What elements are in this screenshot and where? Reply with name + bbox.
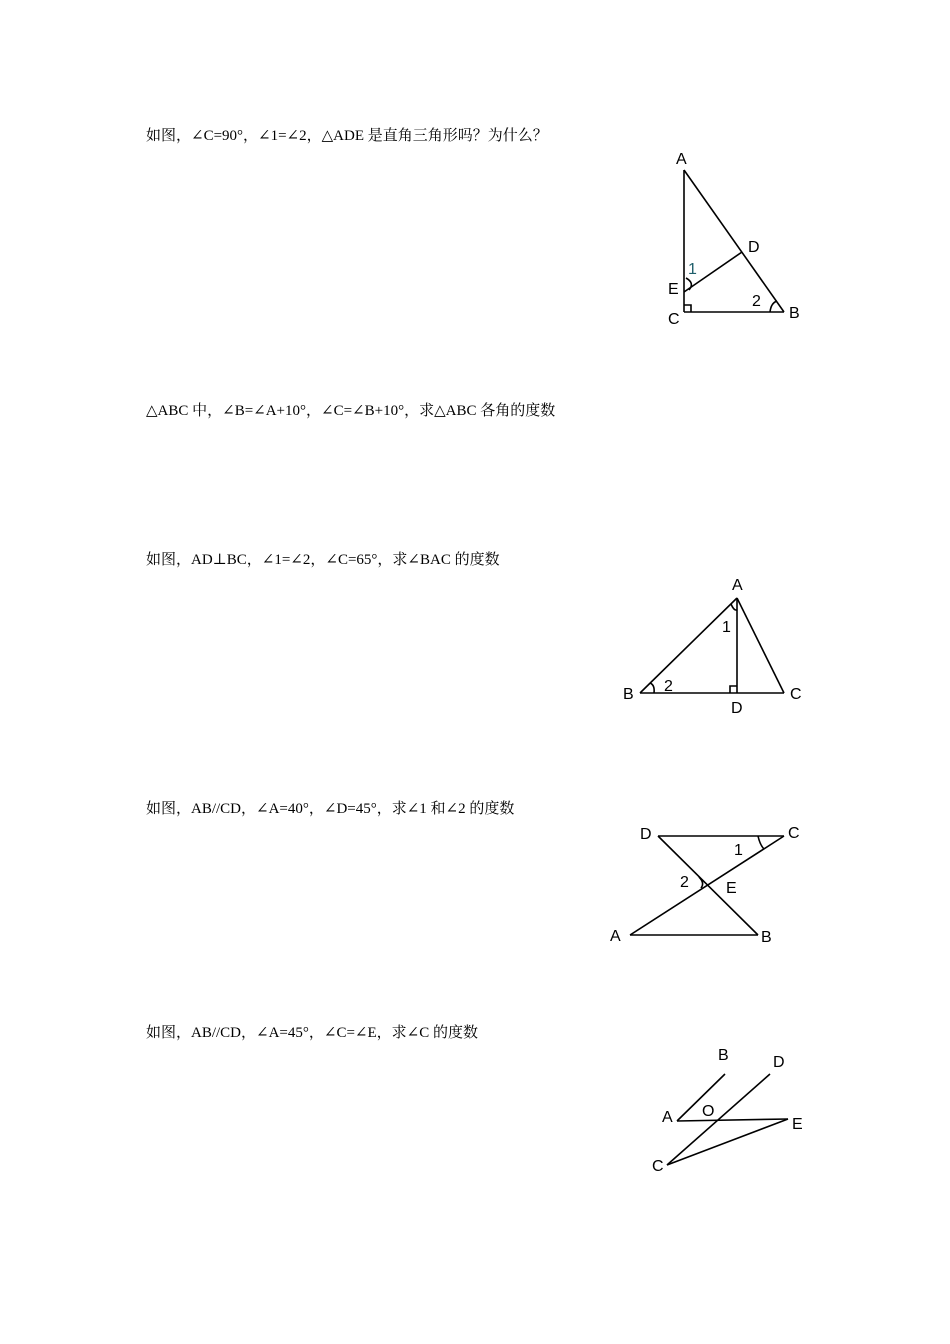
figure-4-parallel-lines bbox=[605, 815, 810, 950]
label-E: E bbox=[668, 281, 679, 298]
problem-1-text: 如图，∠C=90°，∠1=∠2，△ADE 是直角三角形吗？为什么？ bbox=[146, 128, 548, 144]
label-O: O bbox=[702, 1103, 715, 1120]
problem-3-text: 如图，AD⊥BC，∠1=∠2，∠C=65°，求∠BAC 的度数 bbox=[146, 552, 500, 568]
label-E: E bbox=[726, 880, 737, 897]
label-A: A bbox=[676, 151, 687, 168]
problem-5-text: 如图，AB//CD，∠A=45°，∠C=∠E，求∠C 的度数 bbox=[146, 1025, 478, 1041]
figure-3-triangle-altitude bbox=[615, 570, 810, 720]
label-angle-2: 2 bbox=[752, 293, 761, 310]
label-A: A bbox=[662, 1109, 673, 1126]
label-C: C bbox=[668, 311, 680, 328]
label-angle-1: 1 bbox=[688, 261, 697, 278]
label-C: C bbox=[652, 1158, 664, 1175]
label-C: C bbox=[788, 825, 800, 842]
label-B: B bbox=[761, 929, 772, 946]
label-angle-2: 2 bbox=[664, 678, 673, 695]
label-B: B bbox=[623, 686, 634, 703]
label-A: A bbox=[732, 577, 743, 594]
label-D: D bbox=[748, 239, 760, 256]
label-D: D bbox=[731, 700, 743, 717]
label-E: E bbox=[792, 1116, 803, 1133]
label-A: A bbox=[610, 928, 621, 945]
label-B: B bbox=[789, 305, 800, 322]
problem-2-text: △ABC 中，∠B=∠A+10°，∠C=∠B+10°，求△ABC 各角的度数 bbox=[146, 403, 556, 419]
label-D: D bbox=[773, 1054, 785, 1071]
label-B: B bbox=[718, 1047, 729, 1064]
label-angle-2: 2 bbox=[680, 874, 689, 891]
label-angle-1: 1 bbox=[722, 619, 731, 636]
label-C: C bbox=[790, 686, 802, 703]
label-D: D bbox=[640, 826, 652, 843]
problem-4-text: 如图，AB//CD，∠A=40°，∠D=45°，求∠1 和∠2 的度数 bbox=[146, 801, 515, 817]
label-angle-1: 1 bbox=[734, 842, 743, 859]
figure-5-parallel-lines bbox=[645, 1040, 815, 1175]
figure-1-right-triangle bbox=[650, 145, 820, 330]
